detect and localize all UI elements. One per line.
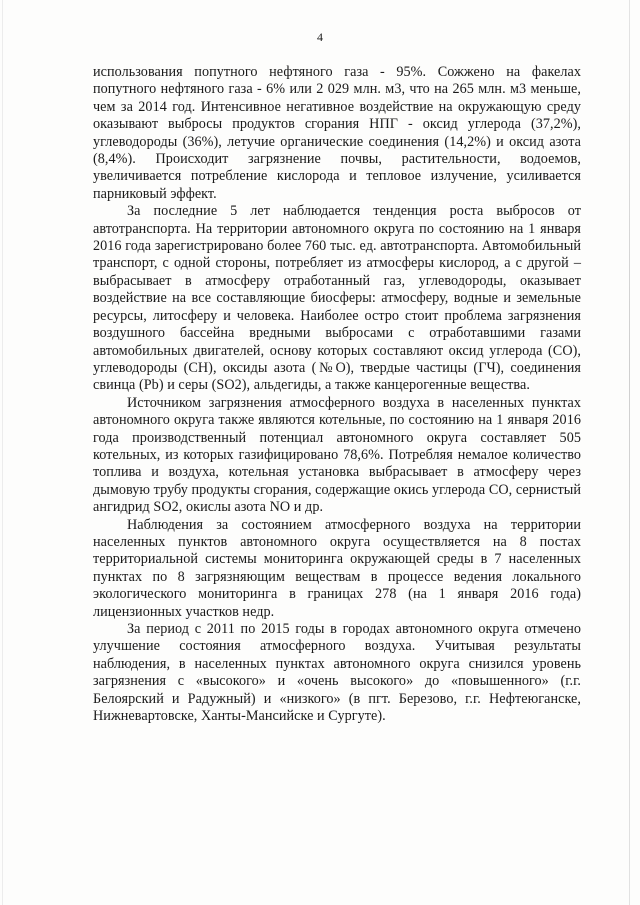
paragraph-3: Источником загрязнения атмосферного воздуха в населенных пунктах автономного округа также являются котельные, по состоянию на 1 января 2016 года производственный потенциал автономного округа составляет 505 котельных, из которых газифицировано 78,6%. Потребляя немалое количество топлива и воздуха, котельная установка выбрасывает в атмосферу через дымовую трубу продукты сгорания, содержащие окись углерода СО, сернистый ангидрид SO2, окислы азота NO и др. <box>93 394 581 516</box>
scan-edge-left <box>2 0 3 905</box>
paragraph-1: использования попутного нефтяного газа - 95%. Сожжено на факелах попутного нефтяного газа - 6% или 2 029 млн. м3, что на 265 млн. м3 меньше, чем за 2014 год. Интенсивное негативное воздействие на окружающую среду оказывают выбросы продуктов сгорания НПГ - оксид углерода (37,2%), углеводороды (36%), летучие органические соединения (14,2%) и оксид азота (8,4%). Происходит загрязнение почвы, растительности, водоемов, увеличивается потребление кислорода и тепловое излучение, усиливается парниковый эффект. <box>93 64 581 202</box>
paragraph-5: За период с 2011 по 2015 годы в городах автономного округа отмечено улучшение состояния атмосферного воздуха. Учитывая результаты наблюдения, в населенных пунктах автономного округа снизился уровень загрязнения с «высокого» и «очень высокого» до «повышенного» (г.г. Белоярский и Радужный) и «низкого» (в пгт. Березово, г.г. Нефтеюганске, Нижневартовске, Ханты-Мансийске и Сургуте). <box>93 621 581 725</box>
page-number: 4 <box>317 30 323 44</box>
paragraph-4: Наблюдения за состоянием атмосферного воздуха на территории населенных пунктов автономного округа осуществляется на 8 постах территориальной системы мониторинга окружающей среды в 7 населенных пунктах по 8 загрязняющим веществам в процессе ведения локального экологического мониторинга в границах 278 (на 1 января 2016 года) лицензионных участков недр. <box>93 516 581 620</box>
scan-edge-right <box>629 0 630 905</box>
paragraph-2: За последние 5 лет наблюдается тенденция роста выбросов от автотранспорта. На территории автономного округа по состоянию на 1 января 2016 года зарегистрировано более 760 тыс. ед. автотранспорта. Автомобильный транспорт, с одной стороны, потребляет из атмосферы кислород, а с другой – выбрасывает в атмосферу отработанный газ, углеводороды, оказывает воздействие на все составляющие биосферы: атмосферу, водные и земельные ресурсы, литосферу и человека. Наиболее остро стоит проблема загрязнения воздушного бассейна вредными выбросами с отработавшими газами автомобильных двигателей, основу которых составляют оксид углерода (СО), углеводороды (СН), оксиды азота (№О), твердые частицы (ГЧ), соединения свинца (Pb) и серы (SO2), альдегиды, а также канцерогенные вещества. <box>93 203 581 394</box>
document-body <box>93 64 581 725</box>
